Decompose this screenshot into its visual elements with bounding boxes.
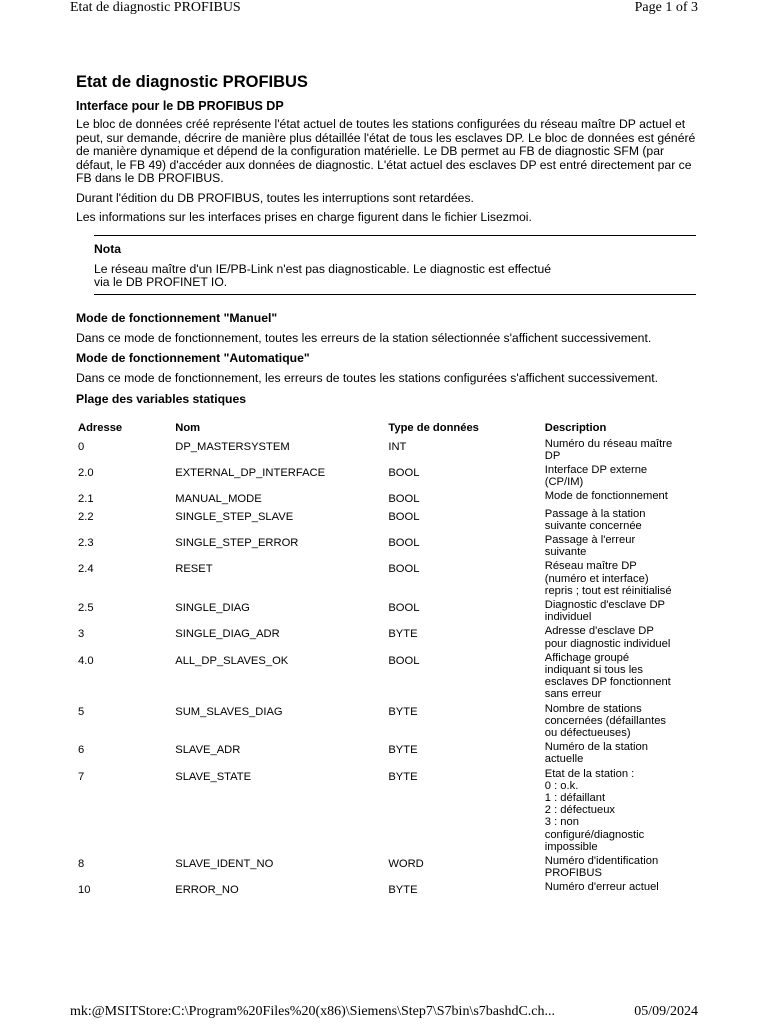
- cell-description: Numéro d'erreur actuel: [544, 881, 659, 894]
- page-number: Page 1 of 3: [634, 0, 698, 15]
- header-type: Type de données: [388, 421, 479, 434]
- table-row: [76, 437, 696, 463]
- interrupt-paragraph: Durant l'édition du DB PROFIBUS, toutes les interruptions sont retardées.: [76, 190, 474, 205]
- static-variables-table: [76, 419, 696, 898]
- cell-type: BOOL: [388, 493, 420, 506]
- cell-address: 2.0: [78, 466, 94, 479]
- cell-type: BOOL: [388, 466, 420, 479]
- cell-description: Diagnostic d'esclave DP individuel: [544, 598, 666, 624]
- cell-description: Mode de fonctionnement: [544, 490, 668, 503]
- page-subtitle: Interface pour le DB PROFIBUS DP: [76, 99, 284, 113]
- cell-address: 8: [78, 858, 85, 870]
- cell-address: 3: [78, 628, 85, 641]
- cell-description: Nombre de stations concernées (défaillantes ou défectueuses): [544, 702, 667, 739]
- cell-address: 2.2: [78, 510, 94, 523]
- cell-name: RESET: [175, 563, 213, 576]
- table-row: [76, 651, 696, 702]
- cell-name: SINGLE_DIAG_ADR: [175, 628, 280, 641]
- cell-name: ALL_DP_SLAVES_OK: [175, 654, 289, 667]
- table-row: [76, 702, 696, 741]
- cell-type: INT: [388, 440, 407, 453]
- print-header: [70, 0, 698, 18]
- cell-type: BYTE: [388, 884, 418, 897]
- header-description: Description: [544, 421, 607, 434]
- cell-type: BYTE: [388, 770, 418, 783]
- note-title: Nota: [94, 241, 122, 256]
- cell-type: BOOL: [388, 601, 420, 614]
- cell-name: SINGLE_DIAG: [175, 601, 250, 614]
- table-row: [76, 559, 696, 598]
- cell-type: BOOL: [388, 510, 420, 523]
- footer-date: 05/09/2024: [634, 1004, 698, 1019]
- cell-name: SUM_SLAVES_DIAG: [175, 705, 283, 718]
- manual-mode-text: Dans ce mode de fonctionnement, toutes les erreurs de la station sélectionnée s'affichent successivement.: [76, 330, 652, 345]
- cell-name: SLAVE_IDENT_NO: [175, 858, 274, 870]
- cell-type: WORD: [388, 858, 424, 870]
- table-header-row: [76, 419, 696, 437]
- cell-type: BYTE: [388, 705, 418, 718]
- cell-description: Adresse d'esclave DP pour diagnostic individuel: [544, 625, 671, 650]
- cell-description: Interface DP externe (CP/IM): [544, 463, 648, 489]
- document-content: [76, 72, 696, 898]
- intro-paragraph: Le bloc de données créé représente l'état actuel de toutes les stations configurées du réseau maître DP actuel et peut, sur demande, décrire de manière plus détaillée l'état de tous les esclaves DP. Le bloc de données est généré de manière dynamique et dépend de la configuration matérielle. Le DB permet au FB de diagnostic SFM (par défaut, le FB 49) d'accéder aux données de diagnostic. L'état actuel des esclaves DP est entré directement par ce FB dans le DB PROFIBUS.: [76, 117, 696, 185]
- cell-description: Affichage groupé indiquant si tous les esclaves DP fonctionnent sans erreur: [544, 651, 671, 701]
- cell-description: Passage à l'erreur suivante: [544, 533, 636, 559]
- cell-name: MANUAL_MODE: [175, 493, 262, 506]
- table-row: [76, 880, 696, 897]
- table-row: [76, 767, 696, 854]
- cell-name: SLAVE_ADR: [175, 744, 241, 757]
- cell-address: 0: [78, 440, 85, 453]
- cell-type: BYTE: [388, 628, 418, 641]
- table-row: [76, 533, 696, 559]
- cell-description: Réseau maître DP (numéro et interface) repris ; tout est réinitialisé: [544, 560, 672, 597]
- table-row: [76, 740, 696, 766]
- cell-name: DP_MASTERSYSTEM: [175, 440, 290, 453]
- table-row: [76, 463, 696, 489]
- cell-address: 2.4: [78, 563, 94, 576]
- cell-description: Etat de la station : 0 : o.k. 1 : défaillant 2 : défectueux 3 : non configuré/diagnostic impossible: [544, 767, 645, 853]
- table-row: [76, 854, 696, 880]
- cell-description: Passage à la station suivante concernée: [544, 507, 646, 532]
- note-box: [94, 235, 696, 295]
- cell-address: 5: [78, 705, 85, 718]
- cell-name: SLAVE_STATE: [175, 770, 252, 783]
- auto-mode-text: Dans ce mode de fonctionnement, les erreurs de toutes les stations configurées s'affichent successivement.: [76, 371, 658, 385]
- cell-type: BOOL: [388, 563, 420, 576]
- table-row: [76, 507, 696, 533]
- cell-description: Numéro de la station actuelle: [544, 741, 648, 766]
- cell-name: EXTERNAL_DP_INTERFACE: [175, 466, 326, 479]
- header-name: Nom: [175, 421, 201, 434]
- manual-mode-title: Mode de fonctionnement "Manuel": [76, 310, 278, 325]
- print-footer: [70, 1004, 698, 1022]
- note-text: Le réseau maître d'un IE/PB-Link n'est pas diagnosticable. Le diagnostic est effectué via le DB PROFINET IO.: [94, 261, 552, 289]
- table-row: [76, 598, 696, 624]
- cell-address: 7: [78, 770, 85, 783]
- table-row: [76, 624, 696, 650]
- cell-address: 6: [78, 744, 85, 757]
- cell-description: Numéro d'identification PROFIBUS: [544, 855, 659, 880]
- table-row: [76, 489, 696, 506]
- cell-type: BYTE: [388, 744, 418, 757]
- cell-type: BOOL: [388, 654, 420, 667]
- cell-type: BOOL: [388, 536, 420, 549]
- cell-address: 2.5: [78, 601, 94, 614]
- cell-address: 4.0: [78, 654, 94, 667]
- readme-paragraph: Les informations sur les interfaces prises en charge figurent dans le fichier Lisezmoi.: [76, 210, 532, 224]
- print-header-title: Etat de diagnostic PROFIBUS: [70, 0, 241, 15]
- header-address: Adresse: [78, 421, 123, 434]
- cell-address: 10: [78, 884, 91, 897]
- cell-description: Numéro du réseau maître DP: [544, 437, 673, 462]
- auto-mode-title: Mode de fonctionnement "Automatique": [76, 351, 310, 365]
- cell-name: SINGLE_STEP_SLAVE: [175, 510, 294, 523]
- cell-address: 2.3: [78, 536, 94, 549]
- page-title: Etat de diagnostic PROFIBUS: [76, 73, 308, 91]
- cell-name: SINGLE_STEP_ERROR: [175, 536, 299, 549]
- cell-address: 2.1: [78, 493, 94, 506]
- static-vars-title: Plage des variables statiques: [76, 391, 247, 406]
- footer-path: mk:@MSITStore:C:\Program%20Files%20(x86)\Siemens\Step7\S7bin\s7bashdC.ch...: [70, 1004, 555, 1019]
- cell-name: ERROR_NO: [175, 884, 239, 897]
